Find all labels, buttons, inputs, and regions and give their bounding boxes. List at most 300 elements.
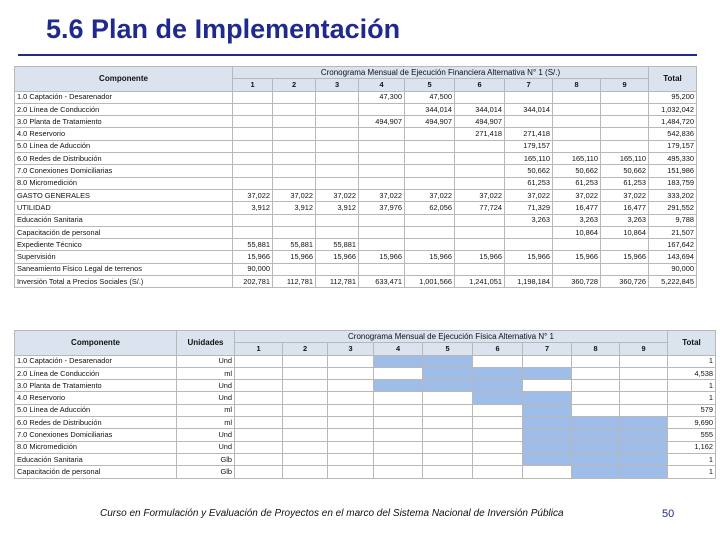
month-value: 165,110	[601, 153, 649, 165]
month-value: 55,881	[233, 239, 273, 251]
schedule-empty-cell	[572, 380, 620, 392]
units-header: Unidades	[177, 331, 235, 356]
component-name: Inversión Total a Precios Sociales (S/.)	[15, 276, 233, 288]
schedule-bar-cell	[620, 466, 668, 478]
component-name: Saneamiento Físico Legal de terrenos	[15, 263, 233, 275]
schedule-empty-cell	[423, 441, 473, 453]
month-value: 71,329	[505, 202, 553, 214]
row-total: 183,759	[649, 177, 697, 189]
month-value: 3,263	[601, 214, 649, 226]
month-header: 4	[374, 343, 423, 355]
schedule-empty-cell	[235, 466, 283, 478]
schedule-bar-cell	[374, 380, 423, 392]
month-value: 50,662	[505, 165, 553, 177]
schedule-empty-cell	[328, 417, 374, 429]
schedule-empty-cell	[328, 453, 374, 465]
schedule-bar-cell	[374, 355, 423, 367]
month-header: 8	[572, 343, 620, 355]
month-value	[273, 103, 316, 115]
month-value: 3,912	[316, 202, 359, 214]
schedule-bar-cell	[572, 466, 620, 478]
month-value: 15,966	[601, 251, 649, 263]
month-value: 37,022	[553, 189, 601, 201]
row-total: 21,507	[649, 226, 697, 238]
month-value	[553, 239, 601, 251]
month-value	[405, 239, 455, 251]
component-header: Componente	[15, 331, 177, 356]
month-value	[359, 153, 405, 165]
schedule-bar-cell	[423, 380, 473, 392]
row-total: 1	[668, 466, 716, 478]
month-value: 271,418	[505, 128, 553, 140]
month-value: 37,022	[455, 189, 505, 201]
month-value	[601, 239, 649, 251]
month-header: 5	[405, 79, 455, 91]
month-value	[553, 128, 601, 140]
row-total: 9,788	[649, 214, 697, 226]
month-value	[233, 165, 273, 177]
month-value	[233, 91, 273, 103]
month-value	[455, 226, 505, 238]
schedule-empty-cell	[423, 417, 473, 429]
schedule-bar-cell	[473, 367, 523, 379]
month-value	[553, 263, 601, 275]
schedule-bar-cell	[523, 367, 572, 379]
row-total: 179,157	[649, 140, 697, 152]
table-row	[15, 153, 697, 165]
schedule-bar-cell	[473, 380, 523, 392]
month-header: 6	[473, 343, 523, 355]
table-row	[15, 367, 716, 379]
month-value: 61,253	[505, 177, 553, 189]
schedule-empty-cell	[283, 367, 328, 379]
component-name: 8.0 Micromedición	[15, 441, 177, 453]
table-row	[15, 466, 716, 478]
row-total: 5,222,845	[649, 276, 697, 288]
month-value	[316, 214, 359, 226]
table-row	[15, 103, 697, 115]
schedule-empty-cell	[374, 404, 423, 416]
month-value	[273, 214, 316, 226]
page-title: 5.6 Plan de Implementación	[46, 14, 401, 44]
month-value	[316, 165, 359, 177]
row-total: 167,642	[649, 239, 697, 251]
month-value	[405, 165, 455, 177]
row-total: 1,484,720	[649, 116, 697, 128]
table-row	[15, 165, 697, 177]
unit-cell: ml	[177, 417, 235, 429]
month-value: 271,418	[455, 128, 505, 140]
month-value: 494,907	[455, 116, 505, 128]
month-value: 165,110	[553, 153, 601, 165]
schedule-empty-cell	[423, 453, 473, 465]
table-row	[15, 392, 716, 404]
month-value	[273, 116, 316, 128]
month-value: 202,781	[233, 276, 273, 288]
component-header: Componente	[15, 67, 233, 92]
schedule-empty-cell	[235, 417, 283, 429]
month-value	[273, 91, 316, 103]
component-name: Capacitación de personal	[15, 466, 177, 478]
row-total: 1	[668, 453, 716, 465]
month-value: 15,966	[455, 251, 505, 263]
month-value: 50,662	[553, 165, 601, 177]
component-name: 4.0 Reservorio	[15, 392, 177, 404]
schedule-empty-cell	[235, 404, 283, 416]
month-value	[455, 239, 505, 251]
schedule-bar-cell	[523, 404, 572, 416]
month-value: 344,014	[455, 103, 505, 115]
component-name: 8.0 Micromedición	[15, 177, 233, 189]
schedule-empty-cell	[328, 404, 374, 416]
month-value: 16,477	[601, 202, 649, 214]
schedule-empty-cell	[423, 466, 473, 478]
month-value	[359, 103, 405, 115]
schedule-empty-cell	[473, 355, 523, 367]
month-value: 61,253	[601, 177, 649, 189]
component-name: 3.0 Planta de Tratamiento	[15, 380, 177, 392]
month-value: 16,477	[553, 202, 601, 214]
month-value	[316, 153, 359, 165]
row-total: 1	[668, 355, 716, 367]
month-value	[359, 263, 405, 275]
month-header: 6	[455, 79, 505, 91]
table-row	[15, 239, 697, 251]
schedule-empty-cell	[328, 367, 374, 379]
schedule-bar-cell	[572, 417, 620, 429]
schedule-empty-cell	[328, 429, 374, 441]
schedule-empty-cell	[374, 466, 423, 478]
table-row	[15, 441, 716, 453]
month-value: 47,300	[359, 91, 405, 103]
component-name: 1.0 Captación - Desarenador	[15, 355, 177, 367]
month-header: 1	[233, 79, 273, 91]
month-header: 3	[316, 79, 359, 91]
month-value	[233, 153, 273, 165]
component-name: 5.0 Línea de Aducción	[15, 404, 177, 416]
month-value	[359, 239, 405, 251]
financial-schedule-header: Cronograma Mensual de Ejecución Financiera Alternativa N° 1 (S/.)	[233, 67, 649, 79]
table-row	[15, 263, 697, 275]
financial-schedule-table	[14, 66, 697, 288]
row-total: 542,836	[649, 128, 697, 140]
month-value: 112,781	[273, 276, 316, 288]
month-value: 37,022	[233, 189, 273, 201]
table-row	[15, 380, 716, 392]
table-row	[15, 202, 697, 214]
schedule-empty-cell	[283, 453, 328, 465]
month-value: 15,966	[273, 251, 316, 263]
schedule-empty-cell	[235, 453, 283, 465]
table-row	[15, 429, 716, 441]
schedule-empty-cell	[523, 355, 572, 367]
schedule-bar-cell	[473, 392, 523, 404]
schedule-bar-cell	[523, 429, 572, 441]
schedule-empty-cell	[235, 392, 283, 404]
schedule-bar-cell	[620, 441, 668, 453]
month-value	[601, 103, 649, 115]
schedule-empty-cell	[473, 466, 523, 478]
unit-cell: Und	[177, 392, 235, 404]
month-value	[455, 91, 505, 103]
schedule-empty-cell	[572, 355, 620, 367]
month-value	[233, 103, 273, 115]
schedule-empty-cell	[374, 417, 423, 429]
month-value: 37,022	[405, 189, 455, 201]
month-header: 5	[423, 343, 473, 355]
physical-schedule-header: Cronograma Mensual de Ejecución Física Alternativa N° 1	[235, 331, 668, 343]
component-name: 2.0 Línea de Conducción	[15, 367, 177, 379]
schedule-empty-cell	[473, 417, 523, 429]
component-name: 4.0 Reservorio	[15, 128, 233, 140]
schedule-empty-cell	[473, 441, 523, 453]
component-name: 6.0 Redes de Distribución	[15, 417, 177, 429]
table-row	[15, 355, 716, 367]
schedule-empty-cell	[620, 380, 668, 392]
schedule-empty-cell	[328, 380, 374, 392]
schedule-empty-cell	[235, 367, 283, 379]
month-header: 1	[235, 343, 283, 355]
month-value: 179,157	[505, 140, 553, 152]
schedule-empty-cell	[235, 441, 283, 453]
month-value	[316, 177, 359, 189]
table-row	[15, 453, 716, 465]
total-header: Total	[668, 331, 716, 356]
schedule-empty-cell	[620, 355, 668, 367]
schedule-bar-cell	[572, 441, 620, 453]
month-value	[359, 140, 405, 152]
month-value	[233, 128, 273, 140]
month-value	[601, 91, 649, 103]
month-value	[233, 177, 273, 189]
month-value	[233, 116, 273, 128]
month-value	[273, 263, 316, 275]
schedule-empty-cell	[473, 429, 523, 441]
unit-cell: ml	[177, 367, 235, 379]
month-value: 37,022	[359, 189, 405, 201]
month-value: 344,014	[405, 103, 455, 115]
unit-cell: ml	[177, 404, 235, 416]
month-value	[316, 226, 359, 238]
unit-cell: Glb	[177, 453, 235, 465]
month-value	[359, 165, 405, 177]
month-value: 50,662	[601, 165, 649, 177]
month-value	[553, 103, 601, 115]
schedule-empty-cell	[328, 441, 374, 453]
month-header: 4	[359, 79, 405, 91]
month-value	[405, 263, 455, 275]
month-value	[405, 153, 455, 165]
table-row	[15, 276, 697, 288]
component-name: Educación Sanitaria	[15, 453, 177, 465]
table-row	[15, 214, 697, 226]
month-value: 15,966	[359, 251, 405, 263]
month-value	[359, 177, 405, 189]
component-name: Educación Sanitaria	[15, 214, 233, 226]
schedule-empty-cell	[374, 392, 423, 404]
schedule-empty-cell	[374, 367, 423, 379]
schedule-bar-cell	[523, 441, 572, 453]
row-total: 95,200	[649, 91, 697, 103]
row-total: 495,330	[649, 153, 697, 165]
month-value: 15,966	[553, 251, 601, 263]
month-value	[316, 263, 359, 275]
row-total: 4,538	[668, 367, 716, 379]
table-row	[15, 91, 697, 103]
component-name: 3.0 Planta de Tratamiento	[15, 116, 233, 128]
month-header: 2	[283, 343, 328, 355]
month-value	[273, 165, 316, 177]
component-name: 5.0 Línea de Aducción	[15, 140, 233, 152]
month-value: 1,241,051	[455, 276, 505, 288]
month-value	[359, 226, 405, 238]
schedule-empty-cell	[283, 417, 328, 429]
schedule-empty-cell	[423, 392, 473, 404]
month-value	[316, 128, 359, 140]
schedule-bar-cell	[423, 367, 473, 379]
schedule-empty-cell	[328, 466, 374, 478]
unit-cell: Und	[177, 441, 235, 453]
month-value	[316, 116, 359, 128]
schedule-empty-cell	[523, 380, 572, 392]
month-header: 7	[505, 79, 553, 91]
month-value: 10,864	[601, 226, 649, 238]
table-row	[15, 128, 697, 140]
schedule-empty-cell	[572, 367, 620, 379]
month-value	[601, 116, 649, 128]
month-header: 8	[553, 79, 601, 91]
month-value	[233, 226, 273, 238]
schedule-empty-cell	[620, 404, 668, 416]
month-value: 37,022	[601, 189, 649, 201]
month-value: 360,728	[553, 276, 601, 288]
month-value	[273, 226, 316, 238]
month-value	[273, 128, 316, 140]
month-value	[273, 177, 316, 189]
unit-cell: Glb	[177, 466, 235, 478]
schedule-empty-cell	[473, 404, 523, 416]
schedule-empty-cell	[374, 441, 423, 453]
row-total: 90,000	[649, 263, 697, 275]
row-total: 555	[668, 429, 716, 441]
schedule-empty-cell	[283, 466, 328, 478]
month-value	[455, 153, 505, 165]
schedule-empty-cell	[523, 466, 572, 478]
row-total: 579	[668, 404, 716, 416]
month-header: 9	[601, 79, 649, 91]
schedule-bar-cell	[523, 392, 572, 404]
schedule-empty-cell	[283, 404, 328, 416]
month-value	[553, 91, 601, 103]
month-value	[359, 214, 405, 226]
component-name: 6.0 Redes de Distribución	[15, 153, 233, 165]
month-value	[505, 226, 553, 238]
schedule-bar-cell	[620, 417, 668, 429]
month-value	[553, 140, 601, 152]
table-row	[15, 189, 697, 201]
month-value	[553, 116, 601, 128]
month-value	[316, 91, 359, 103]
schedule-empty-cell	[620, 392, 668, 404]
month-value	[455, 263, 505, 275]
schedule-empty-cell	[620, 367, 668, 379]
table-row	[15, 251, 697, 263]
footer-text: Curso en Formulación y Evaluación de Proyectos en el marco del Sistema Nacional de Inversión Pública	[100, 508, 564, 519]
month-value	[455, 214, 505, 226]
schedule-empty-cell	[328, 355, 374, 367]
month-header: 3	[328, 343, 374, 355]
month-value	[316, 103, 359, 115]
month-value: 3,912	[233, 202, 273, 214]
month-value: 15,966	[505, 251, 553, 263]
month-value: 37,022	[273, 189, 316, 201]
row-total: 333,202	[649, 189, 697, 201]
month-value	[405, 140, 455, 152]
month-value: 360,726	[601, 276, 649, 288]
table-row	[15, 404, 716, 416]
month-value: 77,724	[455, 202, 505, 214]
schedule-bar-cell	[620, 429, 668, 441]
schedule-empty-cell	[473, 453, 523, 465]
month-value: 494,907	[359, 116, 405, 128]
month-value	[505, 239, 553, 251]
month-value: 3,912	[273, 202, 316, 214]
component-name: GASTO GENERALES	[15, 189, 233, 201]
component-name: UTILIDAD	[15, 202, 233, 214]
month-value	[455, 140, 505, 152]
month-value: 90,000	[233, 263, 273, 275]
month-value: 55,881	[273, 239, 316, 251]
title-underline	[18, 54, 697, 56]
table-row	[15, 417, 716, 429]
month-value	[233, 140, 273, 152]
row-total: 291,552	[649, 202, 697, 214]
month-value	[601, 128, 649, 140]
month-value	[455, 165, 505, 177]
component-name: 7.0 Conexiones Domiciliarias	[15, 165, 233, 177]
component-name: Supervisión	[15, 251, 233, 263]
month-value	[359, 128, 405, 140]
schedule-bar-cell	[572, 453, 620, 465]
month-value: 165,110	[505, 153, 553, 165]
month-value: 15,966	[233, 251, 273, 263]
table-row	[15, 116, 697, 128]
table-row	[15, 140, 697, 152]
schedule-empty-cell	[328, 392, 374, 404]
schedule-empty-cell	[572, 404, 620, 416]
month-header: 2	[273, 79, 316, 91]
month-value	[601, 263, 649, 275]
month-value: 61,253	[553, 177, 601, 189]
schedule-bar-cell	[423, 355, 473, 367]
schedule-empty-cell	[235, 429, 283, 441]
table-row	[15, 177, 697, 189]
schedule-empty-cell	[235, 355, 283, 367]
schedule-empty-cell	[283, 380, 328, 392]
row-total: 1,162	[668, 441, 716, 453]
month-value	[505, 116, 553, 128]
month-value: 47,500	[405, 91, 455, 103]
month-value: 344,014	[505, 103, 553, 115]
month-value	[316, 140, 359, 152]
month-value: 633,471	[359, 276, 405, 288]
schedule-bar-cell	[523, 453, 572, 465]
month-value	[455, 177, 505, 189]
table-row	[15, 226, 697, 238]
unit-cell: Und	[177, 380, 235, 392]
row-total: 1	[668, 392, 716, 404]
schedule-empty-cell	[423, 404, 473, 416]
